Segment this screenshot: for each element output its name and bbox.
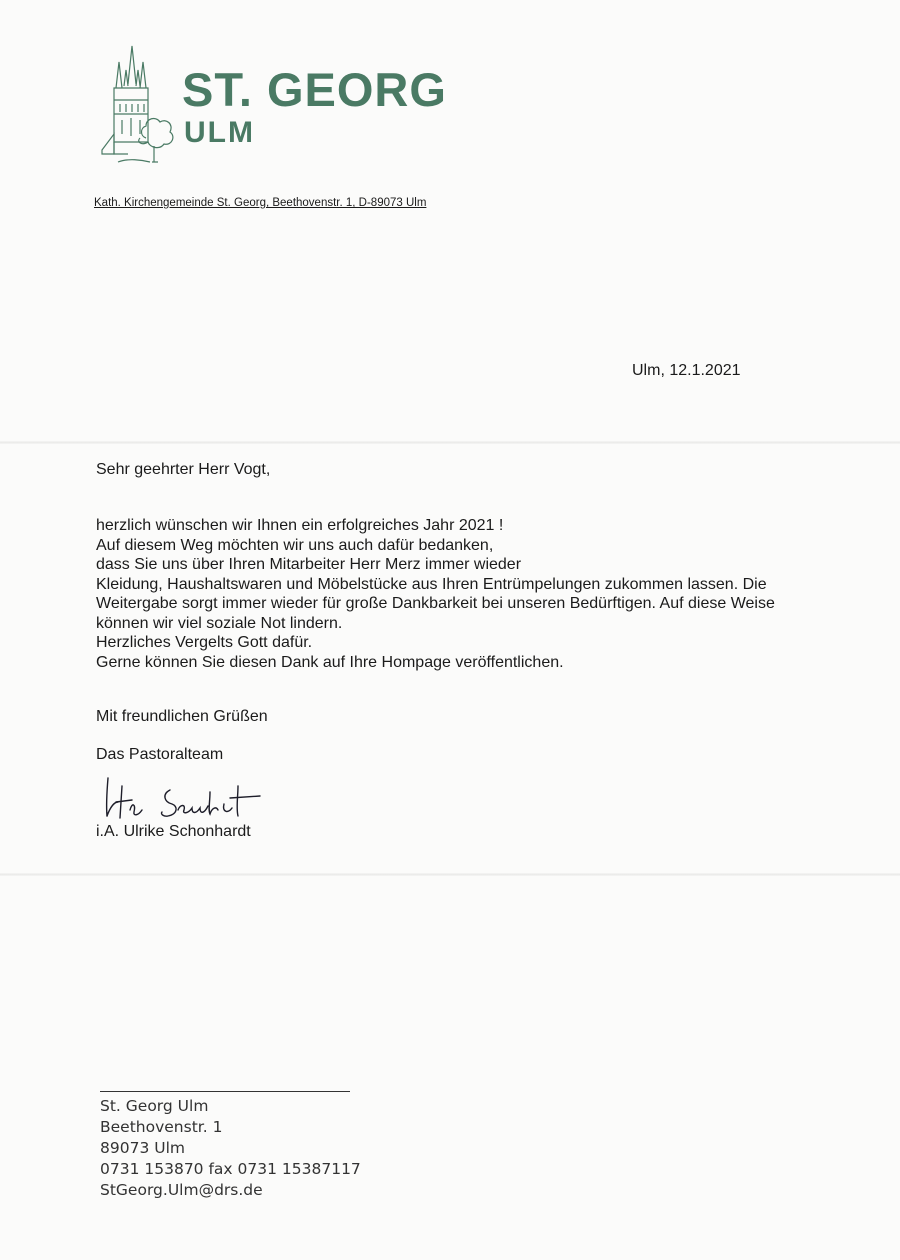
body-line: Herzliches Vergelts Gott dafür. (96, 634, 313, 651)
footer-street: Beethovenstr. 1 (100, 1118, 223, 1136)
footer-email: StGeorg.Ulm@drs.de (100, 1181, 263, 1199)
footer-city: 89073 Ulm (100, 1139, 185, 1157)
sender-address-line: Kath. Kirchengemeinde St. Georg, Beethovenstr. 1, D-89073 Ulm (94, 197, 427, 209)
footer-address (100, 1096, 361, 1201)
signer-name: i.A. Ulrike Schonhardt (96, 823, 251, 840)
body-line: dass Sie uns über Ihren Mitarbeiter Herr Merz immer wieder (96, 556, 522, 573)
footer-divider (100, 1091, 350, 1092)
footer-phone-fax: 0731 153870 fax 0731 15387117 (100, 1160, 361, 1178)
letterhead-name: ST. GEORG (182, 63, 447, 116)
church-tower-icon (98, 42, 178, 167)
salutation: Sehr geehrter Herr Vogt, (96, 461, 271, 478)
body-line: Auf diesem Weg möchten wir uns auch dafür bedanken, (96, 536, 494, 554)
letter-date: Ulm, 12.1.2021 (632, 362, 741, 379)
paper-fold-upper (0, 441, 900, 444)
letterhead-city: ULM (184, 116, 255, 149)
body-line: herzlich wünschen wir Ihnen ein erfolgreiches Jahr 2021 ! (96, 517, 504, 534)
body-line: Weitergabe sorgt immer wieder für große Dankbarkeit bei unseren Bedürftigen. Auf diese Weise (96, 595, 775, 612)
body-line: Gerne können Sie diesen Dank auf Ihre Hompage veröffentlichen. (96, 653, 564, 671)
closing: Mit freundlichen Grüßen (96, 708, 268, 725)
church-logo (98, 42, 447, 172)
body-line: Kleidung, Haushaltswaren und Möbelstücke aus Ihren Entrümpelungen zukommen lassen. Die (96, 575, 767, 593)
letter-body (96, 516, 775, 672)
paper-fold-lower (0, 873, 900, 876)
footer-name: St. Georg Ulm (100, 1097, 209, 1115)
team-name: Das Pastoralteam (96, 746, 224, 763)
body-line: können wir viel soziale Not lindern. (96, 614, 343, 632)
